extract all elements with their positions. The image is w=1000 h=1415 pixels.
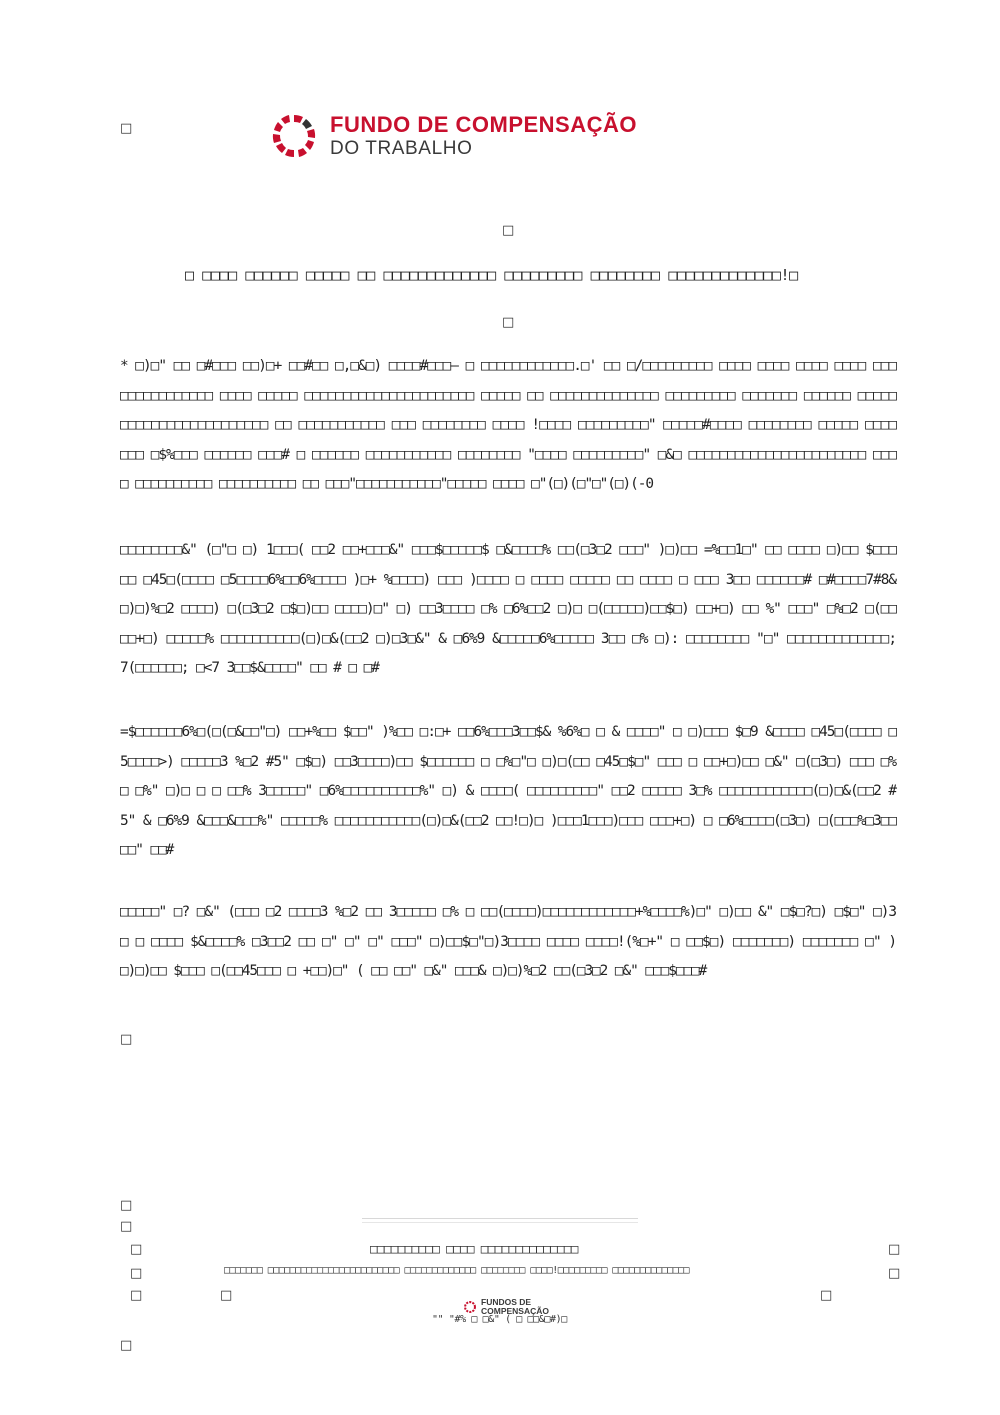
placeholder-glyph: □: [120, 121, 133, 136]
header-logo: [270, 112, 637, 160]
placeholder-glyph: □: [502, 223, 515, 238]
logo-text: [330, 114, 637, 158]
footer-logo-line: FUNDOS DE: [481, 1297, 532, 1307]
placeholder-glyph: □: [120, 1219, 133, 1234]
placeholder-glyph: □: [220, 1288, 233, 1303]
body-paragraph: □□□□□□□□&" (□"□ □) 1□□□( □□2 □□+□□□&" □□□$□□□□□$ □&□□□□% □□(□3□2 □□□" )□)□□ =%□□1□" □□ □□□□ □)□□ $□□□ □□ □45□(□□□□ □5□□□□6%□□6%□□□□ )□+ %□□□□) □□□ )□□□□ □ □□□□ □□□□□ □□ □□□□ □ □□□ 3□□ □□□□□□# □#□□□□7#8& □)□)%□2 □□□□) □(□3□2 □$□)□□ □□□□)□" □) □□3□□□□ □% □6%□□2 □)□ □(□□□□□)□□$□) □□+□) □□ %" □□□" □%□2 □(□□□□+□) □□□□□% □□□□□□□□□□(□)□&(□□2 □)□3□&" & □6%9 &□□□□□6%□□□□□ 3□□ □% □): □□□□□□□□ "□" □□□□□□□□□□□□□; 7(□□□□□□; □<7 3□□$&□□□□" □□ # □ □#: [120, 542, 896, 676]
footer-divider: [362, 1222, 638, 1223]
footer-logo-line: COMPENSAÇÃO: [481, 1305, 550, 1316]
placeholder-glyph: □: [820, 1288, 833, 1303]
document-title: □ □□□□ □□□□□□ □□□□□ □□ □□□□□□□□□□□□□ □□□□□□□□□ □□□□□□□□ □□□□□□□□□□□□□!□: [185, 266, 798, 284]
placeholder-glyph: □: [120, 1338, 133, 1353]
placeholder-glyph: □: [130, 1288, 143, 1303]
footer-divider: [362, 1218, 638, 1219]
placeholder-glyph: □: [888, 1242, 901, 1257]
footer-text-line: □□□□□□□□□□ □□□□ □□□□□□□□□□□□□□: [370, 1241, 578, 1256]
footer-text-line: □□□□□□□ □□□□□□□□□□□□□□□□□□□□□□□□ □□□□□□□□□□□□□ □□□□□□□□ □□□□!□□□□□□□□□ □□□□□□□□□□□□□□: [224, 1265, 689, 1276]
logo-ring-icon: [463, 1300, 477, 1314]
footer-logo: [463, 1298, 549, 1315]
placeholder-glyph: □: [502, 315, 515, 330]
placeholder-glyph: □: [120, 1032, 133, 1047]
logo-ring-icon: [270, 112, 318, 160]
logo-title: FUNDO DE COMPENSAÇÃO: [330, 112, 638, 137]
placeholder-glyph: □: [130, 1266, 143, 1281]
footer-text-line: "" "#% □ □&" ( □ □□&□#)□: [432, 1314, 567, 1325]
body-paragraph: * □)□" □□ □#□□□ □□)□+ □□#□□ □,□&□) □□□□#□□□– □ □□□□□□□□□□□□.□' □□ □/□□□□□□□□□ □□□□ □□□□ □□□□ □□□□ □□□□□□□□□□□□□□□ □□□□ □□□□□ □□□□□□□□□□□□□□□□□□□□□□ □□□□□ □□ □□□□□□□□□□□□□□ □□□□□□□□□ □□□□□□□ □□□□□□ □□□□□□□□□□□□□□□□□□□□□□□□ □□ □□□□□□□□□□□ □□□ □□□□□□□□ □□□□ !□□□□ □□□□□□□□□" □□□□□#□□□□ □□□□□□□□ □□□□□ □□□□ □□□ □$%□□□ □□□□□□ □□□# □ □□□□□□ □□□□□□□□□□□ □□□□□□□□ "□□□□ □□□□□□□□□" □&□ □□□□□□□□□□□□□□□□□□□□□□□ □□□□ □□□□□□□□□□ □□□□□□□□□□ □□ □□□"□□□□□□□□□□□"□□□□□ □□□□ □"(□)(□"□"(□)(-0: [120, 358, 896, 492]
footer-logo-text: [481, 1298, 549, 1315]
placeholder-glyph: □: [130, 1242, 143, 1257]
placeholder-glyph: □: [120, 1198, 133, 1213]
placeholder-glyph: □: [888, 1266, 901, 1281]
body-paragraph: =$□□□□□□6%□(□(□&□□"□) □□+%□□ $□□" )%□□ □:□+ □□6%□□□3□□$& %6%□ □ & □□□□" □ □)□□□ $□9 &□□□□ □45□(□□□□ □5□□□□>) □□□□□3 %□2 #5" □$□) □□3□□□□)□□ $□□□□□□ □ □%□"□ □)□(□□ □45□$□" □□□ □ □□+□)□□ □&" □(□3□) □□□ □% □ □%" □)□ □ □ □□% 3□□□□□" □6%□□□□□□□□□□%" □) & □□□□( □□□□□□□□□" □□2 □□□□□ 3□% □□□□□□□□□□□□(□)□&(□□2 # 5" & □6%9 &□□□&□□□%" □□□□□% □□□□□□□□□□□(□)□&(□□2 □□!□)□ )□□□1□□□)□□□ □□□+□) □ □6%□□□□(□3□) □(□□□%□3□□□□" □□#: [120, 724, 896, 858]
logo-subtitle: DO TRABALHO: [330, 138, 473, 159]
body-paragraph: □□□□□" □? □&" (□□□ □2 □□□□3 %□2 □□ 3□□□□□ □% □ □□(□□□□)□□□□□□□□□□□□+%□□□□%)□" □)□□ &" □$□?□) □$□" □)3 □ □ □□□□ $&□□□□% □3□□2 □□ □" □" □" □□□" □)□□$□"□)3□□□□ □□□□ □□□□!(%□+" □ □□$□) □□□□□□□) □□□□□□□ □" )□)□)□□ $□□□ □(□□45□□□ □ +□□)□" ( □□ □□" □&" □□□& □)□)%□2 □□(□3□2 □&" □□□$□□□#: [120, 904, 896, 979]
